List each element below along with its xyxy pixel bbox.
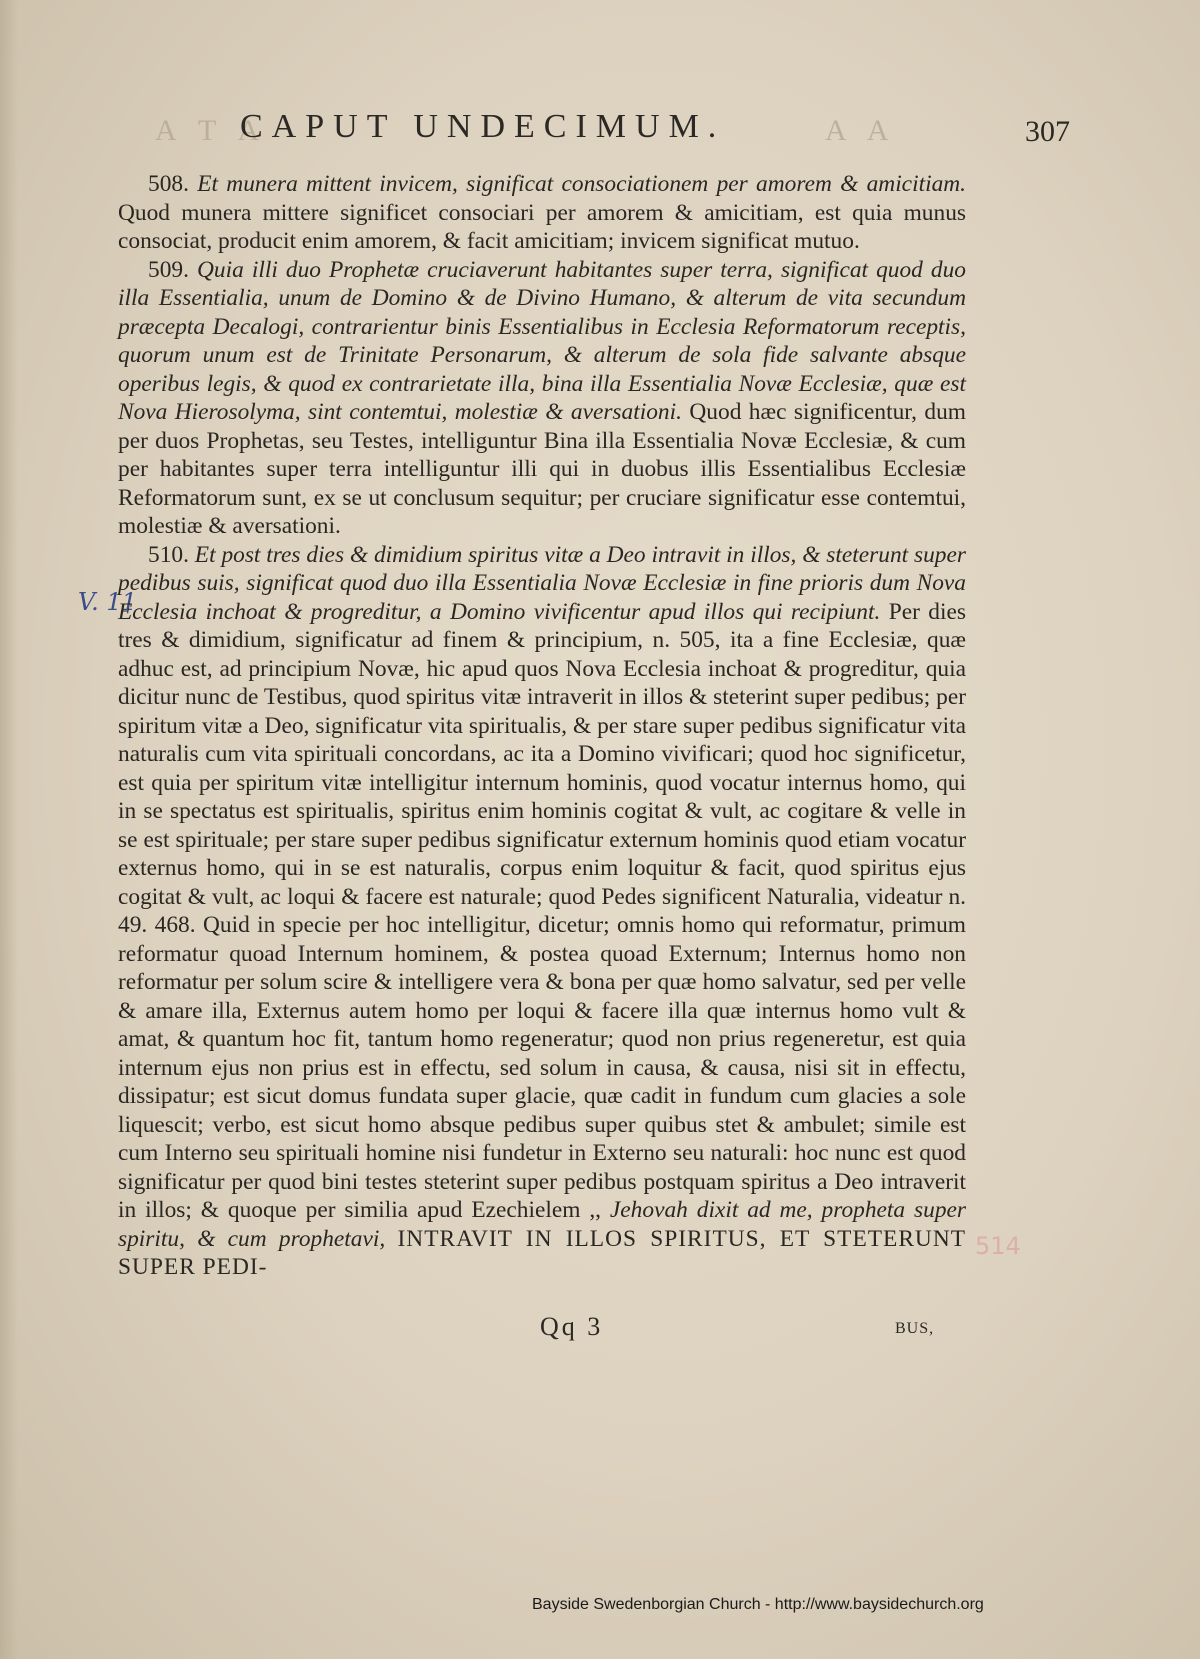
body-text: [118, 170, 966, 1282]
paragraph-lemma: Et post tres dies & dimidium spiritus vitæ a Deo intravit in illos, & steterunt super pedibus suis, significat quod duo illa Essentialia Novæ Ecclesiæ in fine prioris dum Nova Ecclesia inchoat & progreditur, a Domino vivificentur apud illos qui recipiunt.: [118, 541, 966, 625]
quote-small-caps: INTRAVIT IN ILLOS SPIRITUS, ET STETERUNT SUPER PEDI-: [118, 1225, 967, 1280]
page-number: 307: [1025, 115, 1070, 148]
quote-italic: Jehovah dixit ad me, propheta super spiritu, & cum prophetavi,: [118, 1197, 966, 1252]
header-bleedthrough-left: A T A: [155, 114, 268, 147]
catchword: BUS,: [895, 1320, 935, 1337]
paragraph-lemma: Et munera mittent invicem, significat consociationem per amorem & amicitiam.: [197, 171, 966, 197]
handwritten-margin-note: V. 11: [78, 588, 137, 616]
page-title: CAPUT UNDECIMUM.: [240, 108, 726, 145]
paragraph-lemma: Quia illi duo Prophetæ cruciaverunt habitantes super terra, significat quod duo illa Essentialia, unum de Domino & de Divino Humano, & alterum de vita secundum præcepta Decalogi, contrarientur binis Essentialibus in Ecclesia Reformatorum receptis, quorum unum est de Trinitate Personarum, & alterum de sola fide salvante absque operibus legis, & quod ex contrarietate illa, bina illa Essentialia Novæ Ecclesiæ, quæ est Nova Hierosolyma, sint contemtui, molestiæ & aversationi.: [118, 256, 966, 425]
faint-margin-note: 514: [975, 1232, 1021, 1260]
paragraph-509: [118, 256, 966, 541]
paragraph-number: 510.: [148, 541, 189, 568]
paragraph-text: Quod munera mittere significet consociari per amorem & amicitiam, est quia munus consociat, producit enim amorem, & facit amicitiam; invicem significat mutuo.: [118, 199, 966, 254]
header-bleedthrough-right: A A: [825, 114, 897, 147]
running-header: [120, 108, 1070, 158]
paragraph-510: [118, 541, 966, 1282]
paragraph-508: [118, 170, 966, 256]
paragraph-text: Quod hæc significentur, dum per duos Prophetas, seu Testes, intelliguntur Bina illa Essentialia Novæ Ecclesiæ, & cum per habitantes super terra intelliguntur illi qui in duobus illis Essentialibus Ecclesiæ Reformatorum sunt, ex se ut conclusum sequitur; per cruciare significatur esse contemtui, molestiæ & aversationi.: [118, 399, 967, 539]
paragraph-number: 508.: [148, 171, 189, 197]
signature-mark: Qq 3: [540, 1312, 604, 1341]
scan-edge-shadow: [0, 0, 18, 1659]
paragraph-number: 509.: [148, 256, 189, 283]
paragraph-text: Per dies tres & dimidium, significatur ad finem & principium, n. 505, ita a fine Ecclesiæ, quæ adhuc est, ad principium Novæ, hic apud quos Nova Ecclesia inchoat & progreditur, quia dicitur nunc de Testibus, quod spiritus vitæ intraverit in illos & steterint super pedibus; per spiritum vitæ a Deo, significatur vita spiritualis, & per stare super pedibus significatur vita naturalis cum vita spirituali concordans, ac ita a Domino vivificari; quod hoc significetur, est quia per spiritum vitæ intelligitur internum hominis, quod vocatur internus homo, qui in se spectatus est spiritualis, spiritus enim hominis cogitat & vult, ac cogitare & velle in se est spirituale; per stare super pedibus significatur externum hominis quod etiam vocatur externus homo, qui in se est naturalis, corpus enim loquitur & facit, quod spiritus ejus cogitat & vult, ac loqui & facere est naturale; quod Pedes significent Naturalia, videatur n. 49. 468. Quid in specie per hoc intelligitur, dicetur; omnis homo qui reformatur, primum reformatur quoad Internum hominem, & postea quoad Externum; Internus homo non reformatur per solum scire & intelligere vera & bona per quæ homo salvatur, sed per velle & amare illa, Externus autem homo per loqui & facere illa quæ internus homo vult & amat, & quantum hoc fit, tantum homo regeneratur; quod non prius regeneretur, est quia internum ejus non prius est in effectu, sed solum in causa, & causa, nisi sit in effectu, dissipatur; est sicut domus fundata super glacie, quæ cadit in fundum cum glacies a sole liquescit; verbo, est sicut homo absque pedibus super quibus stet & ambulet; simile est cum Interno seu spirituali homine nisi fundetur in Externo seu naturali: hoc nunc est quod significatur per quod bini testes steterint super pedibus postquam spiritus a Deo intraverit in illos; & quoque per similia apud Ezechielem ,,: [118, 598, 966, 1223]
source-watermark: Bayside Swedenborgian Church - http://www.baysidechurch.org: [532, 1596, 984, 1613]
